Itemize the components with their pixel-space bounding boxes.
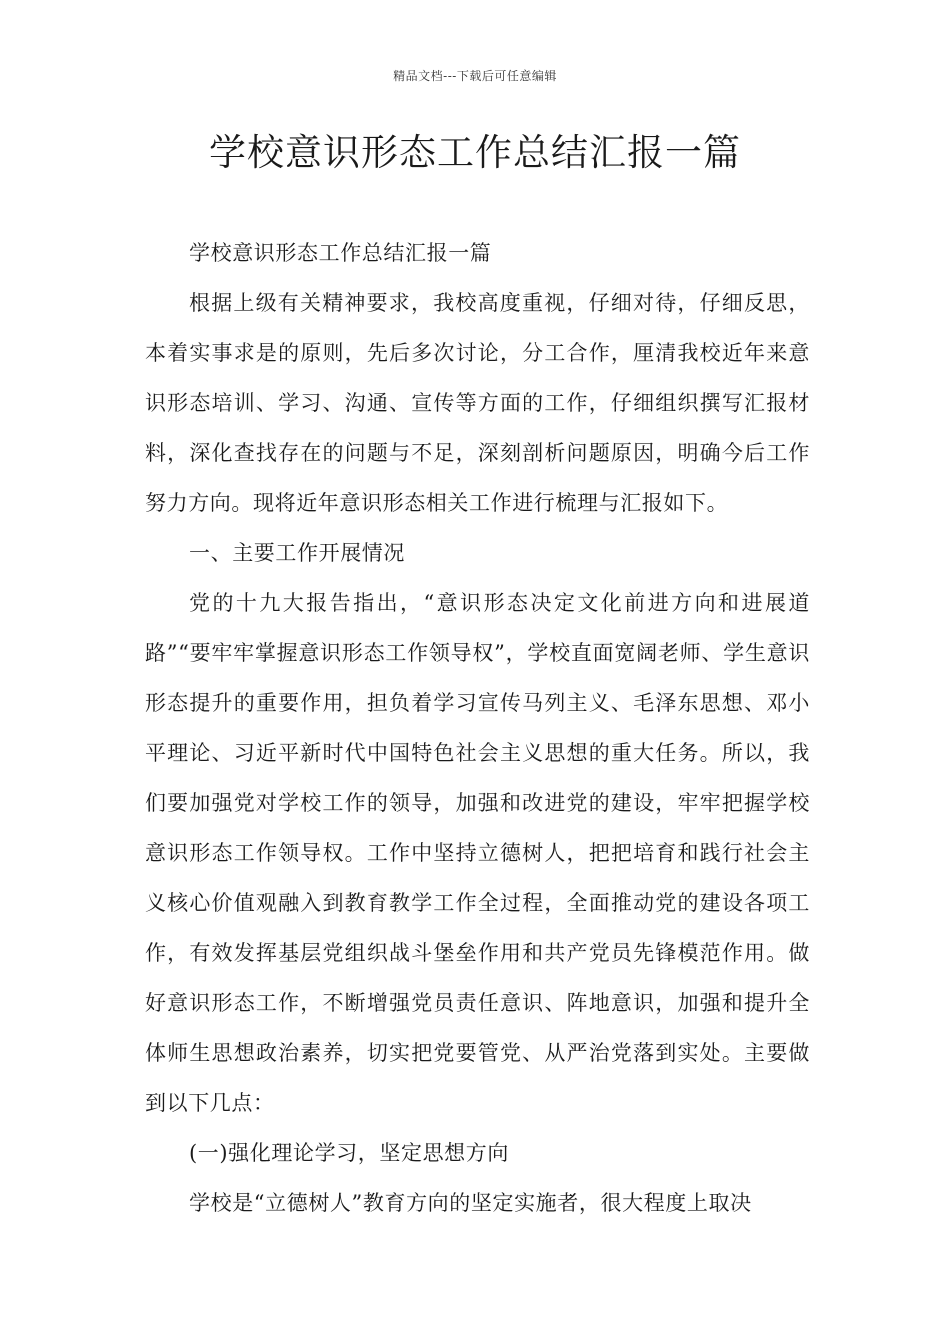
paragraph-main-work: 党的十九大报告指出，“意识形态决定文化前进方向和进展道路”“要牢牢掌握意识形态工作领导权”，学校直面宽阔老师、学生意识形态提升的重要作用，担负着学习宣传马列主义、毛泽东思想、邓小平理论、习近平新时代中国特色社会主义思想的重大任务。所以，我们要加强党对学校工作的领导，加强和改进党的建设，牢牢把握学校意识形态工作领导权。工作中坚持立德树人，把把培育和践行社会主义核心价值观融入到教育教学工作全过程，全面推动党的建设各项工作，有效发挥基层党组织战斗堡垒作用和共产党员先锋模范作用。做好意识形态工作，不断增强党员责任意识、阵地意识，加强和提升全体师生思想政治素养，切实把党要管党、从严治党落到实处。主要做到以下几点： bbox=[145, 591, 810, 1115]
subsection-heading-theory-study: (一)强化理论学习，坚定思想方向 bbox=[189, 1141, 509, 1165]
document-title: 学校意识形态工作总结汇报一篇 bbox=[209, 131, 741, 174]
paragraph-subtitle: 学校意识形态工作总结汇报一篇 bbox=[189, 241, 492, 265]
paragraph-theory-study: 学校是“立德树人”教育方向的坚定实施者，很大程度上取决 bbox=[189, 1191, 752, 1215]
document-body bbox=[145, 228, 810, 1228]
section-heading-main-work: 一、主要工作开展情况 bbox=[189, 541, 405, 565]
paragraph-intro: 根据上级有关精神要求，我校高度重视，仔细对待，仔细反思，本着实事求是的原则，先后多次讨论，分工合作，厘清我校近年来意识形态培训、学习、沟通、宣传等方面的工作，仔细组织撰写汇报材料，深化查找存在的问题与不足，深刻剖析问题原因，明确今后工作努力方向。现将近年意识形态相关工作进行梳理与汇报如下。 bbox=[145, 291, 810, 515]
header-note: 精品文档---下载后可任意编辑 bbox=[393, 69, 557, 83]
